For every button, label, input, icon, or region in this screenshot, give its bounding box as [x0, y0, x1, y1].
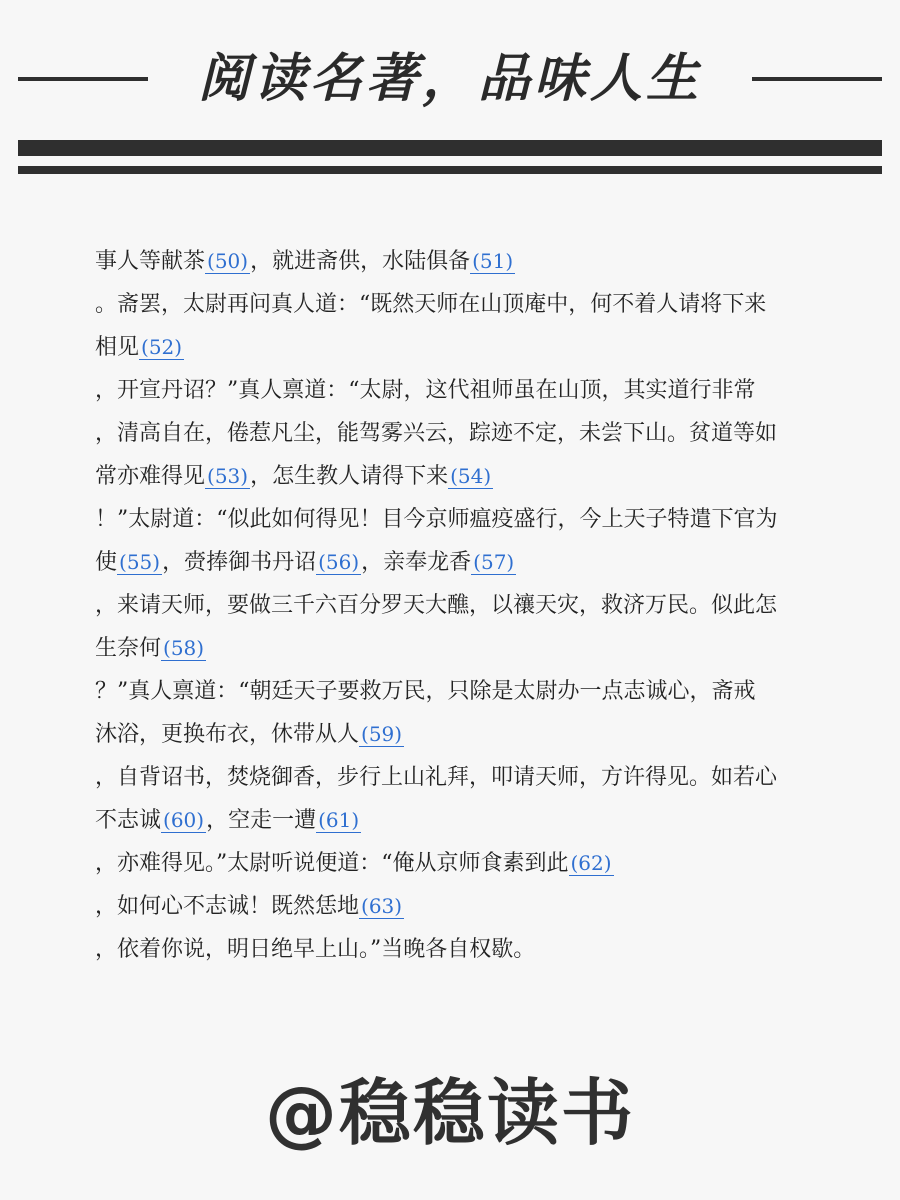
footnote-link[interactable]: (59)	[361, 722, 403, 746]
text-segment: ，来请天师，要做三千六百分罗天大醮，以禳天灾，救济万民。似此怎	[95, 593, 778, 618]
text-line	[95, 842, 835, 885]
text-segment: 使	[95, 550, 118, 575]
text-line	[95, 412, 835, 455]
footnote-link[interactable]: (55)	[119, 550, 161, 574]
header-rule-right	[752, 77, 882, 81]
text-segment: ，清高自在，倦惹凡尘，能驾雾兴云，踪迹不定，未尝下山。贫道等如	[95, 421, 778, 446]
page-title: 阅读名著，品味人生	[197, 49, 702, 109]
footnote-link[interactable]: (60)	[163, 808, 205, 832]
text-line	[95, 928, 835, 971]
footnote-link[interactable]: (53)	[207, 464, 249, 488]
body-text	[95, 240, 835, 971]
text-line	[95, 627, 835, 670]
footnote-link[interactable]: (52)	[141, 335, 183, 359]
text-segment: ，赍捧御书丹诏	[162, 550, 317, 575]
text-line	[95, 369, 835, 412]
footnote-link[interactable]: (56)	[318, 550, 360, 574]
header-rule-left	[18, 77, 148, 81]
text-line	[95, 283, 835, 326]
text-line	[95, 670, 835, 713]
footnote-link[interactable]: (58)	[163, 636, 205, 660]
text-segment: 不志诚	[95, 808, 162, 833]
text-segment: ，亦难得见。”太尉听说便道：“俺从京师食素到此	[95, 851, 569, 876]
text-segment: 相见	[95, 335, 140, 360]
text-segment: 常亦难得见	[95, 464, 206, 489]
text-segment: 生奈何	[95, 636, 162, 661]
text-segment: ，空走一遭	[206, 808, 317, 833]
text-segment: 事人等献茶	[95, 249, 206, 274]
header-divider-thick	[18, 140, 882, 156]
text-segment: ，亲奉龙香	[361, 550, 472, 575]
footnote-link[interactable]: (50)	[207, 249, 249, 273]
text-line	[95, 455, 835, 498]
footnote-link[interactable]: (63)	[361, 894, 403, 918]
page-header	[0, 40, 900, 120]
author-handle: @稳稳读书	[264, 1071, 635, 1155]
text-line	[95, 326, 835, 369]
text-segment: ，就进斋供，水陆俱备	[250, 249, 471, 274]
text-line	[95, 240, 835, 283]
text-line	[95, 584, 835, 627]
text-segment: ！”太尉道：“似此如何得见！目今京师瘟疫盛行，今上天子特遣下官为	[95, 507, 778, 532]
text-line	[95, 713, 835, 756]
text-segment: 沐浴，更换布衣，休带从人	[95, 722, 360, 747]
text-line	[95, 885, 835, 928]
text-segment: ，依着你说，明日绝早上山。”当晚各自权歇。	[95, 937, 536, 962]
text-segment: ？”真人禀道：“朝廷天子要救万民，只除是太尉办一点志诚心，斋戒	[95, 679, 756, 704]
footnote-link[interactable]: (57)	[473, 550, 515, 574]
footnote-link[interactable]: (54)	[450, 464, 492, 488]
text-line	[95, 498, 835, 541]
text-segment: ，开宣丹诏？”真人禀道：“太尉，这代祖师虽在山顶，其实道行非常	[95, 378, 756, 403]
footnote-link[interactable]: (61)	[318, 808, 360, 832]
text-segment: ，自背诏书，焚烧御香，步行上山礼拜，叩请天师，方许得见。如若心	[95, 765, 778, 790]
footnote-link[interactable]: (62)	[570, 851, 612, 875]
text-segment: ，怎生教人请得下来	[250, 464, 449, 489]
text-segment: ，如何心不志诚！既然恁地	[95, 894, 360, 919]
footnote-link[interactable]: (51)	[472, 249, 514, 273]
text-line	[95, 541, 835, 584]
text-segment: 。斋罢，太尉再问真人道：“既然天师在山顶庵中，何不着人请将下来	[95, 292, 767, 317]
header-divider-thin	[18, 166, 882, 174]
text-line	[95, 799, 835, 842]
text-line	[95, 756, 835, 799]
